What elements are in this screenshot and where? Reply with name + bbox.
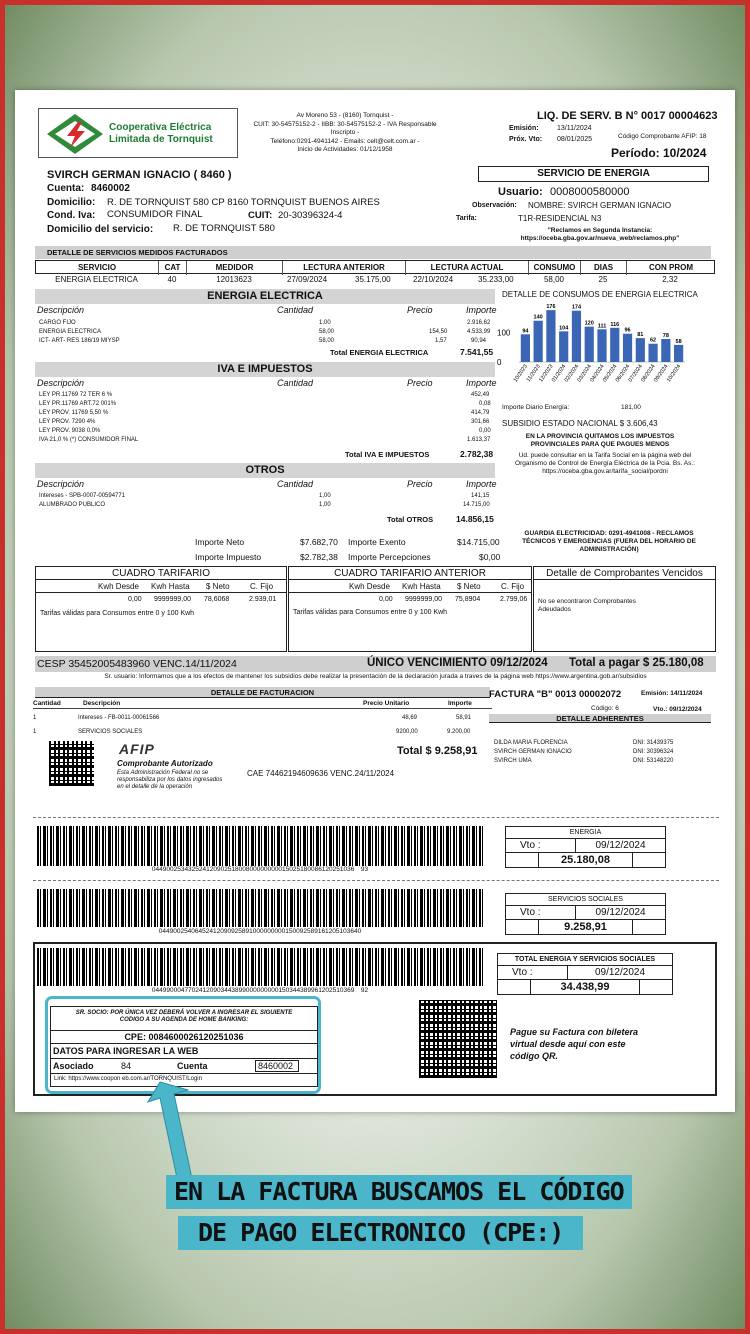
table-row: IVA 21,0 % (*) CONSUMIDOR FINAL 1.613,37: [39, 437, 491, 443]
col-cantidad: Cantidad: [33, 700, 61, 707]
chart-x-tick: 06/2024: [614, 363, 632, 384]
coupon-amount: 25.180,08: [538, 853, 633, 867]
company-name-line1: Cooperativa Eléctrica: [109, 122, 212, 133]
neto-value: $7.682,70: [300, 537, 338, 547]
service-title: SERVICIO DE ENERGIA: [478, 166, 709, 182]
reclamos-link[interactable]: https://oceba.gba.gov.ar/nueva_web/reclamos.php": [520, 235, 680, 242]
percep-value: $0,00: [479, 552, 501, 562]
invoice-title: LIQ. DE SERV. B N° 0017 00004623: [537, 110, 718, 122]
cooperativa-logo-icon: [45, 112, 105, 156]
afip-logo: AFIP: [119, 741, 155, 757]
usuario-value: 0008000580000: [550, 186, 630, 198]
cuenta-label: Cuenta:: [47, 183, 85, 194]
table-row: LEY PR.11769 ART.72 001% 0,08: [39, 401, 491, 407]
chart-data-label: 62: [650, 337, 657, 344]
tarifario-note: Tarifas válidas para Consumos entre 0 y 100 Kwh: [40, 610, 195, 617]
cuit-label: CUIT:: [248, 210, 273, 221]
vencidos-note: No se encontraron Comprobantes: [538, 598, 636, 605]
facturacion-title: DETALLE DE FACTURACION: [35, 687, 490, 698]
adherente-dni: DNI: 31439375: [633, 740, 674, 746]
col-servicio: SERVICIO: [36, 261, 159, 275]
cell: 12013623: [216, 275, 252, 284]
table-row: LEY PR.11769 72 TER 6 % 452,49: [39, 392, 490, 398]
table-row: LEY PROV. 11769 5,50 % 414,79: [39, 410, 490, 416]
observacion-label: Observación:: [472, 202, 517, 209]
cell: 0,00: [379, 596, 393, 603]
impuesto-value: $2.782,38: [300, 552, 338, 562]
chart-x-tick: 09/2024: [653, 363, 670, 384]
chart-bar: [559, 331, 568, 362]
cell: 27/09/2024: [287, 275, 328, 284]
cesp-text: CESP 35452005483960 VENC.14/11/2024: [37, 658, 237, 670]
address-line: CUIT: 30-54575152-2 - IIBB: 30-54575152-2 - IVA Responsable: [253, 120, 437, 128]
chart-data-label: 111: [597, 323, 607, 330]
chart-bar: [521, 334, 530, 362]
chart-x-tick: 12/2023: [538, 363, 555, 384]
adherentes-title: DETALLE ADHERENTES: [489, 714, 711, 723]
col-consumo: CONSUMO: [529, 261, 581, 275]
chart-x-tick: 08/2024: [640, 363, 657, 384]
otros-total-label: Total OTROS: [387, 515, 434, 524]
col-importe: Importe: [448, 700, 472, 707]
address-line: Av Moreno 53 - (8160) Tornquist -: [296, 112, 394, 119]
coupon-amount: 34.438,99: [530, 980, 640, 994]
cuadro-tarifario: [35, 566, 287, 652]
chart-data-label: 174: [571, 304, 582, 311]
col-precio-unitario: Precio Unitario: [363, 700, 410, 707]
col-descripcion: Descripción: [37, 378, 85, 388]
energia-total: 7.541,55: [460, 347, 494, 357]
payment-qr-code[interactable]: [419, 1000, 497, 1078]
col-importe: Importe: [466, 479, 497, 489]
asociado-value: 84: [121, 1061, 132, 1071]
chart-bar: [674, 345, 683, 362]
address-line: Inicio de Actividades: 01/12/1958: [297, 146, 393, 153]
tarifario-title: CUADRO TARIFARIO: [36, 568, 286, 580]
col-precio: Precio: [407, 479, 433, 489]
qr-note: Pague su Factura con bilete‌ra: [510, 1027, 639, 1037]
customer-name: SVIRCH GERMAN IGNACIO ( 8460 ): [47, 169, 232, 181]
col-cat: CAT: [159, 261, 187, 275]
table-row: ICT- ART- RES 186/19 MIYSP 58,00 1,57 90,94: [39, 338, 487, 344]
col-importe: Importe: [466, 305, 497, 315]
servicio-value: R. DE TORNQUIST 580: [173, 223, 275, 234]
table-row: 1 Intereses - FB-0011-00061566 48,69 58,91: [33, 715, 472, 721]
tarifa-value: T1R-RESIDENCIAL N3: [518, 214, 602, 223]
iva-title: IVA E IMPUESTOS: [35, 362, 495, 377]
social-link[interactable]: https://oceba.gba.gov.ar/tarifa_social/pordni: [542, 468, 668, 475]
consumo-bar-chart: [495, 300, 710, 400]
exento-label: Importe Exento: [348, 537, 406, 547]
chart-data-label: 58: [675, 338, 682, 345]
col-descripcion: Descripción: [37, 479, 85, 489]
coupon-total-box: [497, 953, 673, 995]
table-row: CARGO FIJO 1,00 2.916,62: [39, 320, 491, 326]
chart-bar: [597, 329, 606, 362]
adherente-dni: DNI: 53148220: [633, 758, 674, 764]
total-a-pagar: Total a pagar $ 25.180,08: [569, 657, 704, 669]
subsidio: SUBSIDIO ESTADO NACIONAL $ 3.606,43: [502, 419, 658, 428]
adherente-dni: DNI: 30396324: [633, 749, 674, 755]
table-row: LEY PROV. 7290 4% 301,66: [39, 419, 490, 425]
afip-note: responsabiliza por los datos ingresados: [117, 777, 223, 783]
chart-data-label: 104: [559, 325, 569, 332]
emision-date: 13/11/2024: [557, 125, 592, 132]
col-medidor: MEDIDOR: [187, 261, 283, 275]
chart-bar: [585, 327, 594, 362]
col-lectura-anterior: LECTURA ANTERIOR: [283, 261, 406, 275]
cell: 35.175,00: [355, 275, 391, 284]
col-kwh-hasta: Kwh Hasta: [402, 582, 441, 591]
prox-vto-date: 08/01/2025: [557, 136, 593, 143]
address-line: Teléfono:0291-4941142 - Emails: celt@celt.com.ar -: [270, 137, 420, 145]
tarifario-ant-title: CUADRO TARIFARIO ANTERIOR: [289, 568, 531, 580]
energia-title: ENERGIA ELECTRICA: [35, 289, 495, 304]
otros-title: OTROS: [35, 463, 495, 478]
medidos-header: [35, 260, 715, 274]
coupon-title: SERVICIOS SOCIALES: [506, 894, 665, 906]
web-link[interactable]: Link: https://www.coopon eb.com.ar/TORNQUIST/Login: [54, 1076, 202, 1082]
facturacion-total: Total $ 9.258,91: [397, 745, 478, 757]
socio-note: CODIGO A SU AGENDA DE HOME BANKING:: [119, 1017, 249, 1023]
chart-bar: [572, 311, 581, 362]
factura-b-codigo: Código: 6: [591, 705, 619, 712]
chart-x-tick: 10/2024: [665, 363, 683, 384]
comprobante-autorizado: Comprobante Autorizado: [117, 759, 213, 768]
col-importe: Importe: [466, 378, 497, 388]
chart-x-tick: 02/2024: [563, 363, 581, 384]
unico-vencimiento: ÚNICO VENCIMIENTO 09/12/2024: [367, 657, 548, 669]
factura-b-emision: Emisión: 14/11/2024: [641, 690, 703, 697]
afip-qr-code[interactable]: [49, 741, 94, 786]
guardia-line2: TÉCNICOS Y EMERGENCIAS (FUERA DEL HORARIO DE: [522, 538, 696, 545]
provincia-line1: EN LA PROVINCIA QUITAMOS LOS IMPUESTOS: [525, 433, 675, 440]
guardia-line3: ADMINISTRACIÓN): [579, 546, 639, 553]
col-con-prom: CON PROM: [649, 263, 693, 272]
col-cantidad: Cantidad: [277, 378, 314, 388]
cuenta-label: Cuenta: [177, 1061, 208, 1071]
caption-line1: EN LA FACTURA BUSCAMOS EL CÓDIGO: [166, 1175, 632, 1209]
cuenta-value: 8460002: [255, 1060, 299, 1072]
cae: CAE 74462194609636 VENC.24/11/2024: [247, 769, 395, 778]
col-cfijo: C. Fijo: [501, 582, 525, 591]
cell: 22/10/2024: [413, 275, 454, 284]
chart-title: DETALLE DE CONSUMOS DE ENERGIA ELECTRICA: [502, 290, 698, 299]
guardia-line1: GUARDIA ELECTRICIDAD: 0291-4941008 - RECLAMOS: [524, 530, 694, 537]
cell: 2.939,01: [249, 596, 277, 603]
table-row: ALUMBRADO PUBLICO 1,00 14.715,00: [39, 502, 490, 508]
cell: ENERGIA ELECTRICA: [55, 275, 138, 284]
cell: 75,8904: [455, 596, 481, 603]
adherente-name: SVIRCH GERMAN IGNACIO: [494, 749, 572, 755]
company-name-line2: Limitada de Tornquist: [109, 134, 213, 145]
cesp-bar: [35, 656, 716, 672]
coupon-vto: 09/12/2024: [576, 839, 665, 853]
coupon-amount: 9.258,91: [538, 920, 633, 934]
chart-bar: [623, 334, 632, 362]
cell: 40: [167, 275, 177, 284]
cell: 2,32: [662, 275, 678, 284]
factura-b-title: FACTURA "B" 0013 00002072: [489, 689, 622, 700]
col-kwh-desde: Kwh Desde: [349, 582, 390, 591]
chart-x-tick: 10/2023: [512, 363, 530, 384]
afip-note: en el detalle de la operación: [117, 784, 193, 790]
col-kwh-hasta: Kwh Hasta: [151, 582, 190, 591]
chart-x-tick: 01/2024: [551, 363, 568, 384]
barcode-number: 04490025406452412090925891000000000150092589161205103640: [158, 928, 362, 935]
medidos-row: [35, 275, 715, 287]
asociado-label: Asociado: [53, 1061, 94, 1071]
chart-y-tick: 100: [497, 328, 511, 338]
chart-bar: [610, 328, 619, 362]
iva-total-label: Total IVA E IMPUESTOS: [345, 450, 430, 459]
table-row: ENERGIA ELECTRICA 58,00 154,50 4.533,99: [39, 329, 491, 335]
cuit-value: 20-30396324-4: [278, 210, 343, 221]
cuadro-tarifario-anterior: [288, 566, 532, 652]
cell: 9999999,00: [405, 596, 442, 603]
iva-value: CONSUMIDOR FINAL: [107, 209, 203, 220]
cell: 9999999,00: [154, 596, 191, 603]
diario-value: 181,00: [621, 404, 641, 411]
barcode-energia: [37, 826, 483, 866]
exento-value: $14.715,00: [457, 537, 500, 547]
cell: 35.233,00: [478, 275, 514, 284]
barcode-number: 04490025343252412090251800800000000015025180086120251036 93: [151, 866, 369, 873]
col-dias: DIAS: [581, 261, 627, 275]
col-precio: Precio: [407, 378, 433, 388]
neto-label: Importe Neto: [195, 537, 245, 547]
reclamos-line1: "Reclamos en Segunda Instancia:: [547, 227, 653, 234]
chart-bar: [546, 310, 555, 362]
usuario-label: Usuario:: [498, 186, 543, 198]
chart-bar: [534, 321, 543, 362]
afip-note: Esta Administración Federal no se: [117, 770, 209, 776]
col-cantidad: Cantidad: [277, 305, 314, 315]
table-row: Intereses - SPB-0007-00594771 1,00 141,15: [39, 493, 490, 499]
chart-bar: [661, 339, 670, 362]
chart-x-tick: 07/2024: [627, 363, 644, 384]
chart-x-tick: 05/2024: [602, 363, 619, 384]
datos-web-title: DATOS PARA INGRESAR LA WEB: [53, 1046, 199, 1056]
domicilio-value: R. DE TORNQUIST 580 CP 8160 TORNQUIST BUENOS AIRES: [107, 197, 380, 208]
invoice-document: [15, 90, 735, 1112]
chart-data-label: 78: [662, 333, 669, 340]
coupon-vto: 09/12/2024: [576, 906, 665, 920]
cell: 0,00: [128, 596, 142, 603]
coupon-servicios-box: [505, 893, 666, 935]
provincia-line2: PROVINCIALES PARA QUE PAGUES MENOS: [530, 441, 670, 448]
coupon-title: TOTAL ENERGIA Y SERVICIOS SOCIALES: [498, 954, 672, 966]
cell: 2.799,06: [500, 596, 528, 603]
vencidos-note: Adeudados: [538, 606, 571, 613]
energia-total-label: Total ENERGIA ELECTRICA: [330, 348, 429, 357]
chart-data-label: 140: [533, 314, 543, 321]
col-descripcion: Descripción: [37, 305, 85, 315]
adherente-name: SVIRCH UMA: [494, 758, 532, 764]
col-neto: $ Neto: [206, 582, 230, 591]
coupon-vto-label: Vto :: [498, 966, 568, 980]
barcode-number: 04499000477024120903443899000000000150344389961202510369 92: [151, 987, 369, 994]
caption-line2: DE PAGO ELECTRONICO (CPE:): [178, 1216, 583, 1250]
coupon-title: ENERGIA: [506, 827, 665, 839]
col-precio: Precio: [407, 305, 433, 315]
chart-data-label: 120: [584, 320, 594, 327]
periodo: Período: 10/2024: [611, 146, 707, 160]
col-cantidad: Cantidad: [277, 479, 314, 489]
col-neto: $ Neto: [457, 582, 481, 591]
chart-data-label: 94: [522, 328, 529, 335]
cell: 25: [598, 275, 608, 284]
iva-total: 2.782,38: [460, 449, 494, 459]
emision-label: Emisión:: [509, 125, 539, 132]
adherente-name: DILDA MARIA FLORENCIA: [494, 740, 568, 746]
chart-x-tick: 11/2023: [525, 363, 542, 384]
servicio-label: Domicilio del servicio:: [47, 224, 154, 235]
factura-b-vto: Vto.: 09/12/2024: [653, 706, 702, 713]
coupon-vto: 09/12/2024: [568, 966, 672, 980]
chart-data-label: 96: [624, 327, 631, 334]
chart-bar: [648, 344, 657, 362]
cell: 78,6068: [204, 596, 230, 603]
table-row: LEY PROV. 9038 0,0% 0,00: [39, 428, 491, 434]
barcode-servicios: [37, 889, 483, 927]
social-line2: Organismo de Control de Energía Eléctrica de la Pcia. Bs. As.:: [515, 460, 695, 467]
observacion-value: NOMBRE: SVIRCH GERMAN IGNACIO: [528, 201, 672, 210]
col-kwh-desde: Kwh Desde: [98, 582, 139, 591]
impuesto-label: Importe Impuesto: [195, 552, 262, 562]
col-descripcion: Descripción: [83, 700, 121, 707]
chart-data-label: 176: [546, 304, 556, 311]
tarifa-label: Tarifa:: [456, 215, 477, 222]
social-line1: Ud. puede consultar en la Tarifa Social en la página web del: [518, 452, 692, 459]
prox-vto-label: Próx. Vto:: [509, 136, 543, 143]
subsidios-note: Sr. usuario: Informamos que a los efectos de mantener los subsidios debe realizar la presentación de la declaración jurada a traves de la página web https://www.argentina.gob.ar/subsidios: [104, 673, 647, 680]
cpe-code[interactable]: CPE: 0084600026120251036: [51, 1030, 317, 1044]
chart-bar: [636, 338, 645, 362]
diario-label: Importe Diario Energía:: [502, 404, 570, 411]
chart-x-tick: 04/2024: [589, 363, 606, 384]
otros-total: 14.856,15: [456, 514, 494, 524]
col-lectura-actual: LECTURA ACTUAL: [406, 261, 529, 275]
table-row: 1 SERVICIOS SOCIALES 9200,00 9.200,00: [33, 729, 471, 735]
col-cfijo: C. Fijo: [250, 582, 274, 591]
percep-label: Importe Percepciones: [348, 552, 431, 562]
coupon-energia-box: [505, 826, 666, 868]
coupon-vto-label: Vto :: [506, 839, 576, 853]
vencidos-title: Detalle de Comprobantes Vencidos: [534, 568, 715, 580]
cuenta-value: 8460002: [91, 183, 130, 194]
qr-note: virtual desde aquí con este: [510, 1039, 626, 1049]
tarifario-note: Tarifas válidas para Consumos entre 0 y 100 Kwh: [293, 609, 448, 616]
iva-label: Cond. Iva:: [47, 210, 96, 221]
company-logo: [38, 108, 238, 158]
chart-data-label: 116: [610, 321, 620, 328]
socio-note: SR. SOCIO: POR ÚNICA VEZ DEBERÁ VOLVER A INGRESAR EL SIGUIENTE: [75, 1010, 293, 1016]
chart-y-tick: 0: [497, 358, 502, 367]
company-address: [240, 112, 450, 155]
comprobantes-vencidos: [533, 566, 716, 652]
cell: 58,00: [543, 275, 565, 284]
medidos-title: DETALLE DE SERVICIOS MEDIDOS FACTURADOS: [35, 246, 711, 259]
address-line: Inscripto -: [330, 129, 360, 136]
chart-x-tick: 03/2024: [576, 363, 593, 384]
qr-note: código QR.: [510, 1051, 558, 1061]
barcode-total: [37, 948, 483, 986]
domicilio-label: Domicilio:: [47, 197, 96, 208]
afip-code: Código Comprobante AFIP: 18: [618, 133, 707, 140]
coupon-vto-label: Vto :: [506, 906, 576, 920]
chart-data-label: 81: [637, 332, 644, 339]
